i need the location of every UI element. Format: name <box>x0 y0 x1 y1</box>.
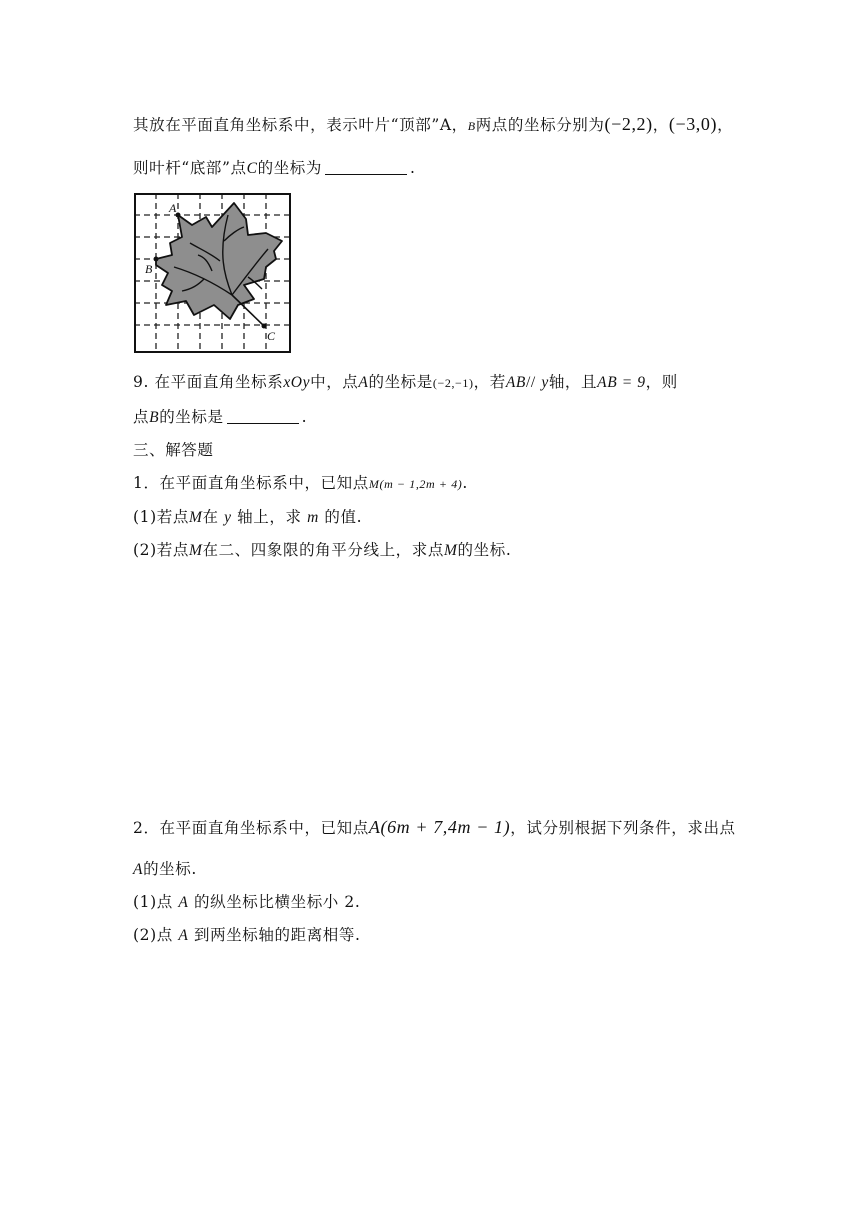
text: 点 <box>133 408 150 426</box>
text: 的坐标是 <box>368 373 433 391</box>
text: . <box>410 159 416 177</box>
label-a: A <box>169 201 177 215</box>
text: (2)点 <box>133 926 173 944</box>
var-m: M <box>188 509 203 526</box>
text: 2．在平面直角坐标系中，已知点 <box>133 819 369 837</box>
point-b-label: B <box>467 119 476 133</box>
text: 则叶杆“底部”点 <box>133 159 247 177</box>
text: 在二、四象限的角平分线上，求点 <box>202 541 444 559</box>
text: 9. 在平面直角坐标系 <box>133 373 284 391</box>
var-m-lower: m <box>307 509 319 526</box>
q1-stem <box>133 471 468 496</box>
maple-leaf-figure <box>134 193 291 353</box>
text: 的坐标是 <box>159 408 224 426</box>
answer-blank <box>325 160 407 175</box>
text: ，则 <box>645 373 678 391</box>
coord-b: (−3,0) <box>668 114 718 134</box>
text: . <box>462 474 468 492</box>
point-c-label: C <box>246 160 258 177</box>
q1-part2 <box>133 538 511 563</box>
section-title: 三、解答题 <box>133 441 214 459</box>
text: . <box>301 408 308 426</box>
var-m: M <box>444 542 458 559</box>
var-a: A <box>358 374 369 391</box>
var-y: y <box>224 509 232 526</box>
text: 的坐标. <box>457 541 512 559</box>
leaf-grid-svg <box>134 193 291 353</box>
text: (2)若点 <box>133 541 189 559</box>
text: 的坐标. <box>143 860 197 878</box>
point-m: M(m − 1,2m + 4) <box>368 477 463 491</box>
parallel: // <box>525 374 536 391</box>
problem9-line1 <box>133 370 678 395</box>
text: ，若 <box>473 373 506 391</box>
var-a: A <box>178 894 189 911</box>
text: 两点的坐标分别为 <box>475 116 605 134</box>
text: ， <box>652 116 669 134</box>
var-a: A <box>133 861 144 878</box>
var-a: A <box>178 927 189 944</box>
text: 在 <box>202 508 219 526</box>
q1-part1 <box>133 505 362 530</box>
text: (1)点 <box>133 893 173 911</box>
text: 中，点 <box>310 373 359 391</box>
problem8-line2 <box>133 156 416 181</box>
var-m: M <box>188 542 203 559</box>
q2-part1 <box>133 890 360 915</box>
coord: (−2,−1) <box>432 376 474 390</box>
label-c: C <box>267 329 276 343</box>
equation: AB = 9 <box>597 374 646 391</box>
answer-blank <box>227 409 299 424</box>
q2-stem <box>133 815 736 840</box>
point-a: A(6m + 7,4m − 1) <box>368 817 511 837</box>
text: 的坐标为 <box>257 159 323 177</box>
point-b <box>154 257 159 262</box>
var-ab: AB <box>505 374 526 391</box>
var-b: B <box>149 409 160 426</box>
problem8-line1 <box>133 112 733 138</box>
text: 1．在平面直角坐标系中，已知点 <box>133 474 369 492</box>
label-b: B <box>145 262 153 276</box>
text: 轴，且 <box>548 373 598 391</box>
text: 到两坐标轴的距离相等. <box>194 926 361 944</box>
var-y: y <box>541 374 549 391</box>
problem9-line2 <box>133 405 307 430</box>
text: 轴上，求 <box>237 508 302 526</box>
text: 其放在平面直角坐标系中，表示叶片“顶部”A， <box>133 116 468 134</box>
text: ，试分别根据下列条件，求出点 <box>510 819 736 837</box>
q2-part2 <box>133 923 361 948</box>
text: 的纵坐标比横坐标小 2. <box>194 893 361 911</box>
coord-a: (−2,2) <box>604 114 653 134</box>
text: (1)若点 <box>133 508 189 526</box>
text: ， <box>717 116 734 134</box>
text: 的值. <box>324 508 363 526</box>
point-c <box>262 324 267 329</box>
q2-stem-line2 <box>133 857 197 882</box>
xoy: xOy <box>283 374 311 391</box>
